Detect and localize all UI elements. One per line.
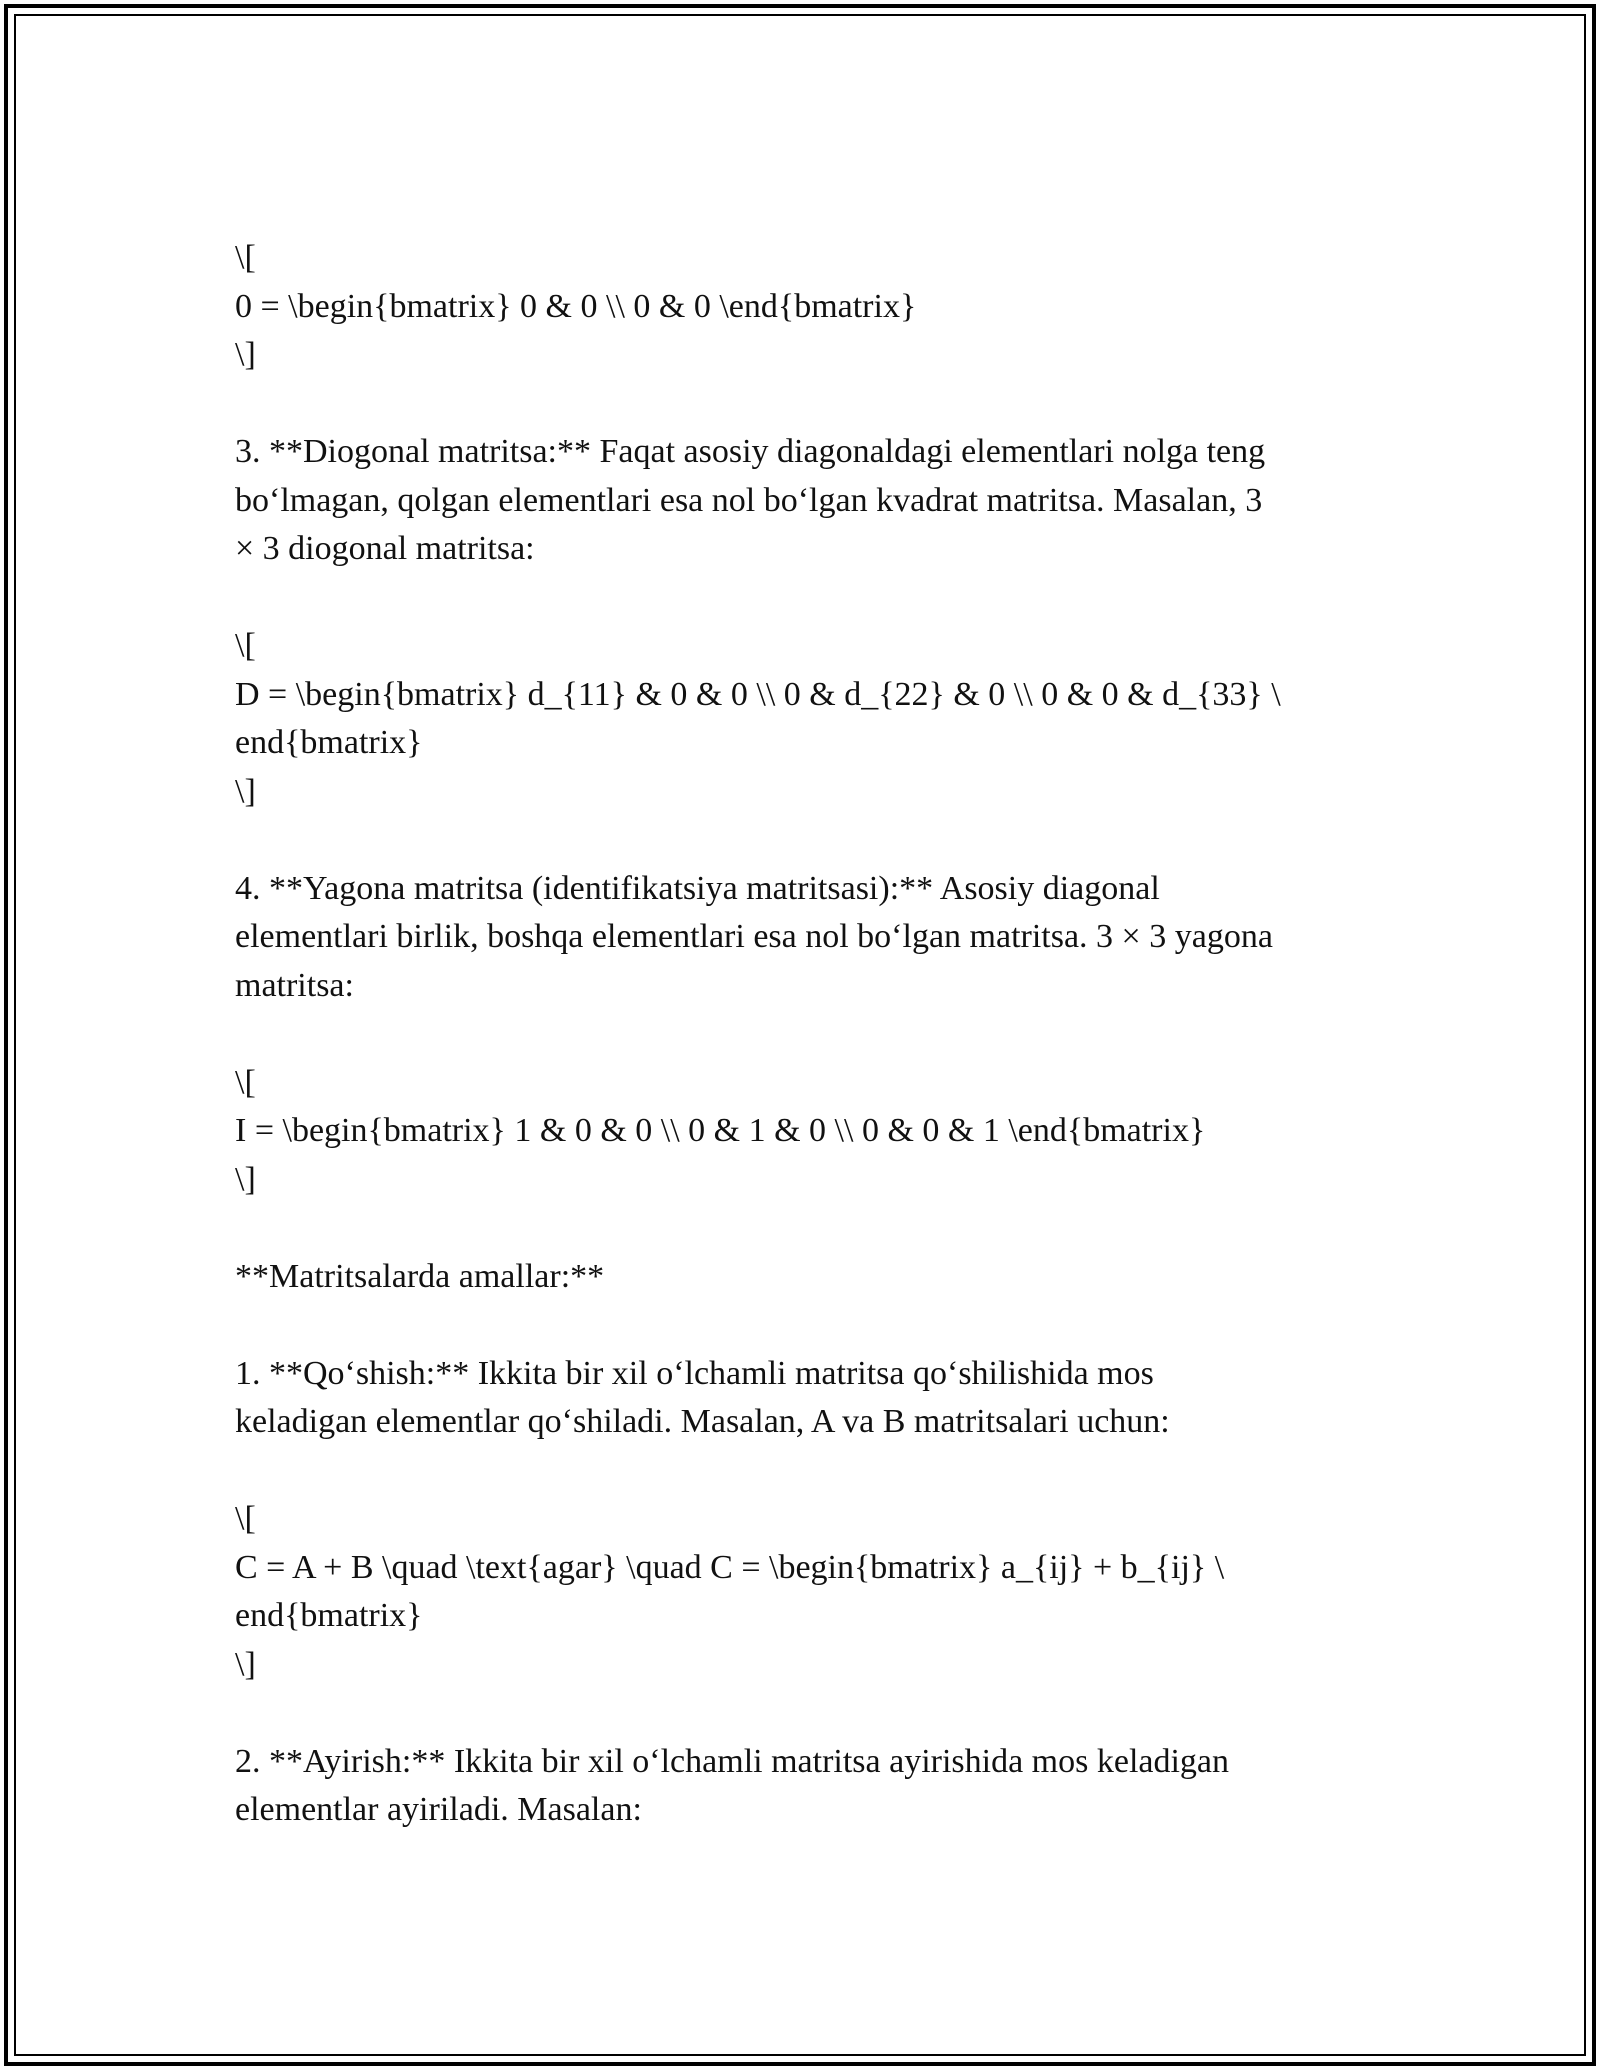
text-line: end{bmatrix} (235, 1597, 423, 1634)
blank-line (235, 574, 1385, 623)
blank-line (235, 1301, 1385, 1350)
text-line: \[ (235, 1063, 256, 1101)
text-line: elementlar ayiriladi. Masalan: (235, 1791, 642, 1828)
blank-line (235, 380, 1385, 429)
text-line: \] (235, 1160, 256, 1198)
text-line: 0 = \begin{bmatrix} 0 & 0 \\ 0 & 0 \end{bmatrix} (235, 287, 917, 325)
text-line: C = A + B \quad \text{agar} \quad C = \begin{bmatrix} a_{ij} + b_{ij} \ (235, 1548, 1225, 1586)
blank-line (235, 1010, 1385, 1059)
text-line: 3. **Diogonal matritsa:** Faqat asosiy diagonaldagi elementlari nolga teng (235, 433, 1266, 470)
text-line: elementlari birlik, boshqa elementlari esa nol bo‘lgan matritsa. 3 × 3 yagona (235, 918, 1273, 955)
text-line: 1. **Qo‘shish:** Ikkita bir xil o‘lchamli matritsa qo‘shilishida mos (235, 1354, 1154, 1392)
text-line: 4. **Yagona matritsa (identifikatsiya matritsasi):** Asosiy diagonal (235, 869, 1160, 907)
text-line: 2. **Ayirish:** Ikkita bir xil o‘lchamli matritsa ayirishida mos keladigan (235, 1742, 1230, 1780)
text-line: \] (235, 336, 256, 373)
text-line: \[ (235, 1500, 256, 1537)
blank-line (235, 1689, 1385, 1738)
text-line: × 3 diogonal matritsa: (235, 530, 535, 567)
text-line: \] (235, 772, 256, 810)
text-line: bo‘lmagan, qolgan elementlari esa nol bo‘lgan kvadrat matritsa. Masalan, 3 (235, 481, 1263, 519)
text-line: I = \begin{bmatrix} 1 & 0 & 0 \\ 0 & 1 & 0 \\ 0 & 0 & 1 \end{bmatrix} (235, 1112, 1206, 1149)
text-line: keladigan elementlar qo‘shiladi. Masalan, A va B matritsalari uchun: (235, 1403, 1170, 1440)
text-line: \[ (235, 627, 256, 664)
document-body (235, 234, 1385, 1835)
text-line: matritsa: (235, 966, 354, 1004)
section-heading: **Matritsalarda amallar:** (235, 1257, 605, 1295)
blank-line (235, 816, 1385, 865)
blank-line (235, 1204, 1385, 1253)
text-line: D = \begin{bmatrix} d_{11} & 0 & 0 \\ 0 & d_{22} & 0 \\ 0 & 0 & d_{33} \ (235, 675, 1281, 713)
text-line: \[ (235, 239, 256, 276)
text-line: \] (235, 1645, 256, 1683)
blank-line (235, 1447, 1385, 1496)
text-line: end{bmatrix} (235, 724, 423, 761)
